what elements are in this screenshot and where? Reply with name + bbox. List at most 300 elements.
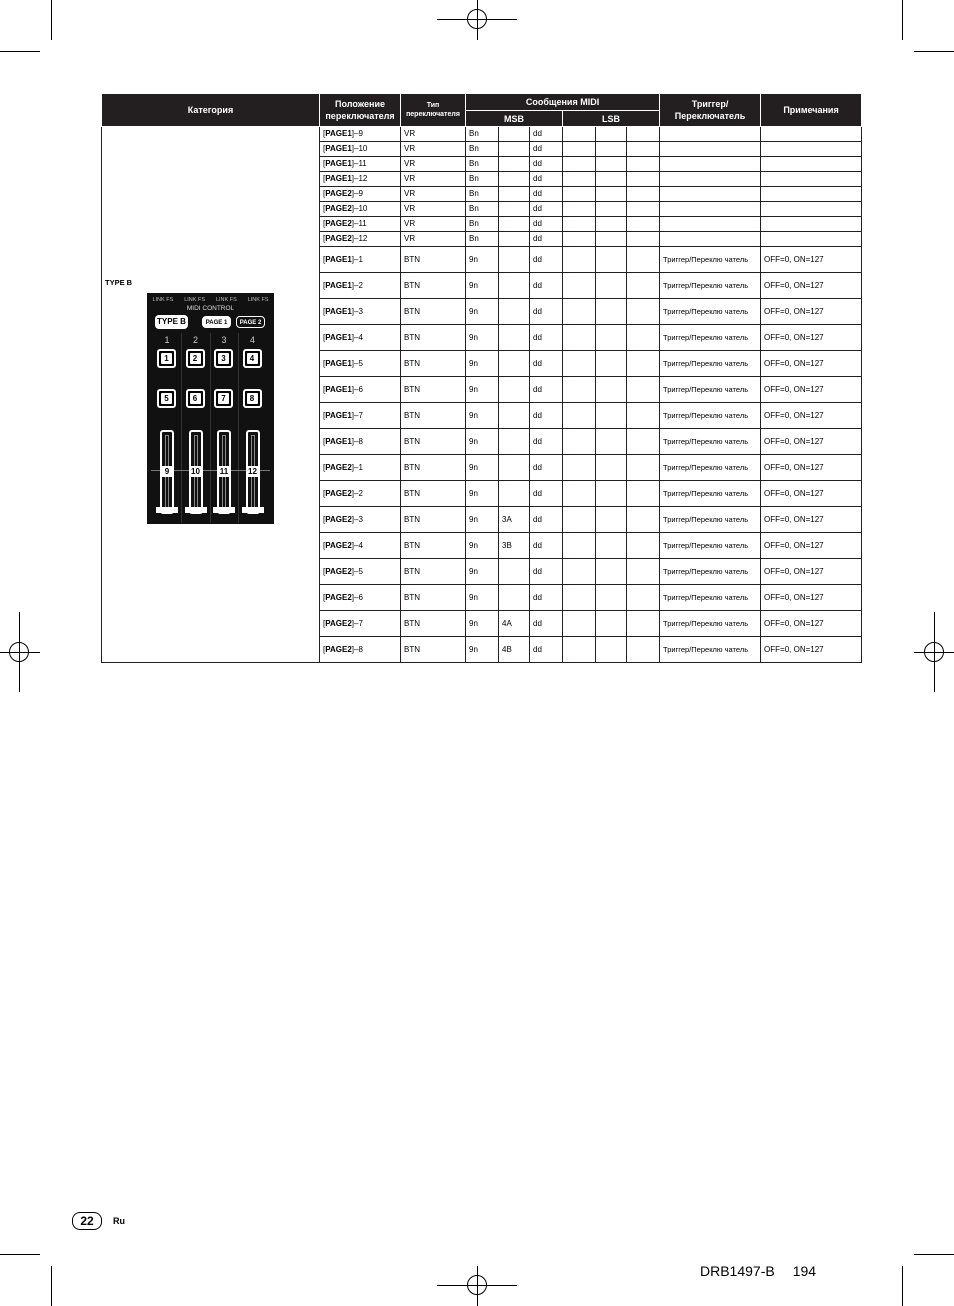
- lsb-cell: [596, 377, 627, 403]
- switch-number: –12: [354, 234, 368, 243]
- crop-mark: [51, 1266, 52, 1306]
- lsb-cell: [627, 217, 660, 232]
- midi-data2-cell: dd: [530, 142, 563, 157]
- trigger-cell: Триггер/Переклю чатель: [660, 299, 761, 325]
- switch-position-cell: [PAGE2]–6: [320, 585, 401, 611]
- switch-number: –3: [354, 306, 363, 316]
- switch-position-cell: [PAGE1]–8: [320, 429, 401, 455]
- notes-cell: OFF=0, ON=127: [761, 325, 862, 351]
- pad-button: [157, 349, 176, 368]
- lsb-cell: [563, 429, 596, 455]
- trigger-cell: Триггер/Переклю чатель: [660, 273, 761, 299]
- header-switch-position: Положение переключателя: [320, 94, 401, 127]
- type-b-button: TYPE B: [155, 315, 188, 329]
- switch-type-cell: BTN: [401, 403, 466, 429]
- switch-position-cell: [PAGE1]–3: [320, 299, 401, 325]
- switch-number: –9: [354, 189, 363, 198]
- switch-number: –4: [354, 332, 363, 342]
- switch-number: –1: [354, 462, 363, 472]
- midi-control-panel-image: [147, 293, 274, 524]
- midi-status-cell: 9n: [466, 611, 499, 637]
- trigger-cell: [660, 232, 761, 247]
- notes-cell: OFF=0, ON=127: [761, 247, 862, 273]
- switch-type-cell: VR: [401, 157, 466, 172]
- notes-cell: OFF=0, ON=127: [761, 377, 862, 403]
- midi-data2-cell: dd: [530, 403, 563, 429]
- lsb-cell: [627, 325, 660, 351]
- fader-base: [213, 507, 235, 513]
- pad-number: 6: [190, 393, 201, 404]
- lsb-cell: [627, 455, 660, 481]
- page-name: PAGE1: [325, 436, 352, 446]
- switch-position-cell: [PAGE1]–11: [320, 157, 401, 172]
- page-name: PAGE1: [325, 410, 352, 420]
- notes-cell: OFF=0, ON=127: [761, 429, 862, 455]
- midi-data2-cell: dd: [530, 559, 563, 585]
- registration-circle: [9, 642, 29, 662]
- midi-data1-cell: [499, 351, 530, 377]
- midi-data1-cell: [499, 481, 530, 507]
- lsb-cell: [627, 172, 660, 187]
- midi-data2-cell: dd: [530, 217, 563, 232]
- switch-number: –2: [354, 280, 363, 290]
- registration-circle: [924, 642, 944, 662]
- lsb-cell: [596, 142, 627, 157]
- trigger-cell: Триггер/Переклю чатель: [660, 403, 761, 429]
- switch-position-cell: [PAGE2]–11: [320, 217, 401, 232]
- fader-base: [185, 507, 207, 513]
- lsb-cell: [627, 202, 660, 217]
- midi-data1-cell: [499, 273, 530, 299]
- registration-circle: [467, 1275, 487, 1295]
- pad-button: [186, 389, 205, 408]
- page-number: 22: [72, 1212, 102, 1230]
- lsb-cell: [563, 455, 596, 481]
- crop-mark: [0, 51, 40, 52]
- page-name: PAGE2: [325, 204, 352, 213]
- switch-type-cell: BTN: [401, 273, 466, 299]
- page-name: PAGE1: [325, 332, 352, 342]
- lsb-cell: [627, 481, 660, 507]
- lsb-cell: [596, 325, 627, 351]
- lsb-cell: [596, 403, 627, 429]
- notes-cell: [761, 157, 862, 172]
- page-name: PAGE1: [325, 358, 352, 368]
- lsb-cell: [627, 299, 660, 325]
- lsb-cell: [627, 611, 660, 637]
- midi-status-cell: Bn: [466, 202, 499, 217]
- fader: [189, 430, 203, 514]
- header-trigger: Триггер/ Переключатель: [660, 94, 761, 127]
- lsb-cell: [596, 217, 627, 232]
- fader: [160, 430, 174, 514]
- link-fs-indicator: LINK FS: [215, 297, 237, 303]
- lsb-cell: [563, 299, 596, 325]
- midi-data1-cell: 3A: [499, 507, 530, 533]
- lsb-cell: [563, 127, 596, 142]
- midi-status-cell: Bn: [466, 232, 499, 247]
- lsb-cell: [627, 585, 660, 611]
- switch-type-cell: BTN: [401, 325, 466, 351]
- trigger-cell: Триггер/Переклю чатель: [660, 585, 761, 611]
- lsb-cell: [563, 172, 596, 187]
- switch-number: –6: [354, 592, 363, 602]
- switch-type-cell: BTN: [401, 377, 466, 403]
- page-name: PAGE2: [325, 189, 352, 198]
- midi-data1-cell: [499, 559, 530, 585]
- pad-number: 8: [247, 393, 258, 404]
- pad-number: 7: [218, 393, 229, 404]
- lsb-cell: [627, 142, 660, 157]
- switch-type-cell: BTN: [401, 351, 466, 377]
- midi-status-cell: 9n: [466, 507, 499, 533]
- lsb-cell: [563, 247, 596, 273]
- lsb-cell: [596, 202, 627, 217]
- pad-button: [214, 389, 233, 408]
- pad-number: 5: [161, 393, 172, 404]
- lsb-cell: [627, 507, 660, 533]
- switch-type-cell: BTN: [401, 507, 466, 533]
- switch-type-cell: BTN: [401, 585, 466, 611]
- switch-type-cell: VR: [401, 127, 466, 142]
- midi-status-cell: Bn: [466, 187, 499, 202]
- switch-position-cell: [PAGE2]–3: [320, 507, 401, 533]
- trigger-cell: Триггер/Переклю чатель: [660, 351, 761, 377]
- header-switch-type: Тип переключателя: [401, 94, 466, 127]
- lsb-cell: [596, 157, 627, 172]
- midi-data1-cell: [499, 403, 530, 429]
- lsb-cell: [563, 377, 596, 403]
- midi-data2-cell: dd: [530, 507, 563, 533]
- lsb-cell: [627, 273, 660, 299]
- notes-cell: [761, 202, 862, 217]
- lsb-cell: [563, 187, 596, 202]
- document-footer: [700, 1263, 816, 1279]
- page-name: PAGE2: [325, 540, 352, 550]
- column-number: 2: [192, 335, 198, 345]
- lsb-cell: [627, 157, 660, 172]
- page-1-button: PAGE 1: [202, 316, 231, 328]
- column-divider: [210, 333, 211, 523]
- page-name: PAGE2: [325, 462, 352, 472]
- trigger-cell: Триггер/Переклю чатель: [660, 377, 761, 403]
- lsb-cell: [596, 127, 627, 142]
- switch-number: –11: [354, 219, 367, 228]
- header-notes: Примечания: [761, 94, 862, 127]
- lsb-cell: [596, 351, 627, 377]
- midi-data2-cell: dd: [530, 172, 563, 187]
- lsb-cell: [596, 559, 627, 585]
- lsb-cell: [596, 481, 627, 507]
- switch-number: –5: [354, 566, 363, 576]
- switch-position-cell: [PAGE1]–6: [320, 377, 401, 403]
- switch-number: –6: [354, 384, 363, 394]
- pad-button: [243, 349, 262, 368]
- pad-button: [243, 389, 262, 408]
- crop-mark: [0, 1254, 40, 1255]
- notes-cell: [761, 217, 862, 232]
- midi-data1-cell: [499, 127, 530, 142]
- page-name: PAGE1: [325, 254, 352, 264]
- page-name: PAGE1: [325, 280, 352, 290]
- midi-status-cell: Bn: [466, 172, 499, 187]
- lsb-cell: [596, 429, 627, 455]
- notes-cell: OFF=0, ON=127: [761, 611, 862, 637]
- trigger-cell: Триггер/Переклю чатель: [660, 533, 761, 559]
- lsb-cell: [596, 172, 627, 187]
- link-fs-indicator: LINK FS: [184, 297, 206, 303]
- switch-type-cell: BTN: [401, 455, 466, 481]
- switch-type-cell: BTN: [401, 559, 466, 585]
- notes-cell: OFF=0, ON=127: [761, 585, 862, 611]
- lsb-cell: [563, 637, 596, 663]
- lsb-cell: [563, 351, 596, 377]
- midi-data2-cell: dd: [530, 377, 563, 403]
- notes-cell: OFF=0, ON=127: [761, 351, 862, 377]
- crop-mark: [902, 1266, 903, 1306]
- switch-number: –7: [354, 618, 363, 628]
- column-number: 3: [221, 335, 227, 345]
- column-number: 1: [164, 335, 170, 345]
- midi-data1-cell: [499, 299, 530, 325]
- midi-data2-cell: dd: [530, 455, 563, 481]
- midi-status-cell: 9n: [466, 299, 499, 325]
- lsb-cell: [627, 559, 660, 585]
- switch-position-cell: [PAGE2]–4: [320, 533, 401, 559]
- pad-button: [157, 389, 176, 408]
- fader-number: 9: [162, 466, 172, 477]
- switch-position-cell: [PAGE2]–10: [320, 202, 401, 217]
- switch-position-cell: [PAGE1]–12: [320, 172, 401, 187]
- switch-position-cell: [PAGE1]–5: [320, 351, 401, 377]
- switch-position-cell: [PAGE2]–2: [320, 481, 401, 507]
- lsb-cell: [627, 377, 660, 403]
- midi-data2-cell: dd: [530, 325, 563, 351]
- category-cell: [102, 127, 320, 663]
- crop-mark: [914, 1254, 954, 1255]
- switch-position-cell: [PAGE2]–12: [320, 232, 401, 247]
- lsb-cell: [627, 351, 660, 377]
- page-name: PAGE2: [325, 219, 352, 228]
- switch-number: –12: [354, 174, 368, 183]
- crop-mark: [51, 0, 52, 40]
- midi-data2-cell: dd: [530, 127, 563, 142]
- midi-status-cell: 9n: [466, 351, 499, 377]
- midi-status-cell: Bn: [466, 157, 499, 172]
- lsb-cell: [596, 187, 627, 202]
- midi-data2-cell: dd: [530, 299, 563, 325]
- switch-number: –10: [354, 144, 368, 153]
- switch-number: –8: [354, 436, 363, 446]
- switch-type-cell: BTN: [401, 429, 466, 455]
- switch-position-cell: [PAGE2]–5: [320, 559, 401, 585]
- registration-circle: [467, 9, 487, 29]
- lsb-cell: [596, 507, 627, 533]
- trigger-cell: Триггер/Переклю чатель: [660, 429, 761, 455]
- switch-type-cell: VR: [401, 172, 466, 187]
- language-code: Ru: [113, 1216, 125, 1226]
- fader-number: 12: [248, 467, 257, 476]
- midi-status-cell: 9n: [466, 377, 499, 403]
- midi-data2-cell: dd: [530, 429, 563, 455]
- notes-cell: OFF=0, ON=127: [761, 481, 862, 507]
- trigger-cell: Триггер/Переклю чатель: [660, 559, 761, 585]
- switch-number: –2: [354, 488, 363, 498]
- midi-status-cell: 9n: [466, 403, 499, 429]
- switch-type-cell: VR: [401, 202, 466, 217]
- notes-cell: [761, 142, 862, 157]
- lsb-cell: [563, 585, 596, 611]
- lsb-cell: [627, 187, 660, 202]
- page-name: PAGE1: [325, 129, 352, 138]
- midi-status-cell: 9n: [466, 273, 499, 299]
- pad-number: 2: [190, 353, 201, 364]
- lsb-cell: [627, 637, 660, 663]
- switch-type-cell: BTN: [401, 299, 466, 325]
- switch-position-cell: [PAGE2]–7: [320, 611, 401, 637]
- pad-number: 1: [161, 353, 172, 364]
- trigger-cell: [660, 127, 761, 142]
- page-name: PAGE1: [325, 174, 352, 183]
- page-name: PAGE2: [325, 644, 352, 654]
- midi-data1-cell: 4A: [499, 611, 530, 637]
- notes-cell: OFF=0, ON=127: [761, 403, 862, 429]
- switch-type-cell: BTN: [401, 481, 466, 507]
- midi-message-table: [101, 93, 862, 663]
- lsb-cell: [563, 157, 596, 172]
- page-name: PAGE1: [325, 144, 352, 153]
- midi-data1-cell: [499, 247, 530, 273]
- switch-position-cell: [PAGE1]–7: [320, 403, 401, 429]
- page-name: PAGE1: [325, 159, 352, 168]
- switch-type-cell: VR: [401, 217, 466, 232]
- midi-status-cell: 9n: [466, 533, 499, 559]
- midi-data1-cell: [499, 172, 530, 187]
- midi-data2-cell: dd: [530, 611, 563, 637]
- midi-data1-cell: [499, 202, 530, 217]
- midi-data1-cell: [499, 325, 530, 351]
- midi-data1-cell: [499, 217, 530, 232]
- fader-number: 11: [219, 467, 229, 476]
- lsb-cell: [563, 611, 596, 637]
- fader-number: 10: [191, 467, 200, 476]
- lsb-cell: [596, 637, 627, 663]
- midi-data2-cell: dd: [530, 351, 563, 377]
- page-name: PAGE1: [325, 306, 352, 316]
- switch-position-cell: [PAGE1]–1: [320, 247, 401, 273]
- fader: [217, 430, 231, 514]
- trigger-cell: Триггер/Переклю чатель: [660, 247, 761, 273]
- midi-status-cell: Bn: [466, 127, 499, 142]
- lsb-cell: [563, 481, 596, 507]
- midi-data1-cell: 3B: [499, 533, 530, 559]
- midi-status-cell: Bn: [466, 217, 499, 232]
- page-name: PAGE2: [325, 234, 352, 243]
- lsb-cell: [563, 232, 596, 247]
- midi-status-cell: 9n: [466, 247, 499, 273]
- document-code: DRB1497-B: [700, 1263, 775, 1279]
- switch-number: –3: [354, 514, 363, 524]
- switch-number: –9: [354, 129, 363, 138]
- lsb-cell: [563, 142, 596, 157]
- lsb-cell: [627, 247, 660, 273]
- notes-cell: [761, 172, 862, 187]
- trigger-cell: Триггер/Переклю чатель: [660, 325, 761, 351]
- switch-position-cell: [PAGE1]–2: [320, 273, 401, 299]
- column-divider: [181, 333, 182, 523]
- switch-type-cell: BTN: [401, 611, 466, 637]
- trigger-cell: Триггер/Переклю чатель: [660, 481, 761, 507]
- header-category: Категория: [102, 94, 320, 127]
- notes-cell: OFF=0, ON=127: [761, 273, 862, 299]
- switch-number: –4: [354, 540, 363, 550]
- switch-number: –5: [354, 358, 363, 368]
- header-msb: MSB: [466, 111, 563, 127]
- midi-data2-cell: dd: [530, 533, 563, 559]
- pad-button: [214, 349, 233, 368]
- switch-position-cell: [PAGE1]–9: [320, 127, 401, 142]
- midi-data1-cell: [499, 187, 530, 202]
- midi-data2-cell: dd: [530, 481, 563, 507]
- notes-cell: [761, 187, 862, 202]
- trigger-cell: [660, 217, 761, 232]
- page-name: PAGE2: [325, 566, 352, 576]
- trigger-cell: Триггер/Переклю чатель: [660, 507, 761, 533]
- midi-status-cell: 9n: [466, 637, 499, 663]
- lsb-cell: [563, 325, 596, 351]
- midi-status-cell: 9n: [466, 455, 499, 481]
- switch-position-cell: [PAGE1]–10: [320, 142, 401, 157]
- panel-title: MIDI CONTROL: [186, 305, 235, 312]
- lsb-cell: [627, 127, 660, 142]
- page-2-button: PAGE 2: [236, 316, 265, 328]
- lsb-cell: [563, 273, 596, 299]
- switch-type-cell: VR: [401, 187, 466, 202]
- page-name: PAGE1: [325, 384, 352, 394]
- notes-cell: OFF=0, ON=127: [761, 299, 862, 325]
- lsb-cell: [627, 403, 660, 429]
- switch-number: –11: [354, 159, 367, 168]
- trigger-cell: [660, 142, 761, 157]
- notes-cell: OFF=0, ON=127: [761, 559, 862, 585]
- switch-number: –7: [354, 410, 363, 420]
- midi-data2-cell: dd: [530, 585, 563, 611]
- midi-status-cell: 9n: [466, 585, 499, 611]
- column-divider: [238, 333, 239, 523]
- midi-data2-cell: dd: [530, 273, 563, 299]
- fader: [246, 430, 260, 514]
- midi-data1-cell: [499, 232, 530, 247]
- lsb-cell: [563, 202, 596, 217]
- lsb-cell: [563, 217, 596, 232]
- midi-data1-cell: 4B: [499, 637, 530, 663]
- switch-number: –10: [354, 204, 368, 213]
- midi-data2-cell: dd: [530, 202, 563, 217]
- lsb-cell: [627, 429, 660, 455]
- midi-status-cell: 9n: [466, 325, 499, 351]
- link-fs-indicator: LINK FS: [247, 297, 269, 303]
- midi-data1-cell: [499, 429, 530, 455]
- midi-data1-cell: [499, 142, 530, 157]
- trigger-cell: [660, 187, 761, 202]
- header-midi-messages: Сообщения MIDI: [466, 94, 660, 111]
- midi-data2-cell: dd: [530, 157, 563, 172]
- switch-type-cell: VR: [401, 232, 466, 247]
- switch-type-cell: BTN: [401, 247, 466, 273]
- trigger-cell: Триггер/Переклю чатель: [660, 637, 761, 663]
- table-row: [102, 127, 862, 142]
- midi-data1-cell: [499, 377, 530, 403]
